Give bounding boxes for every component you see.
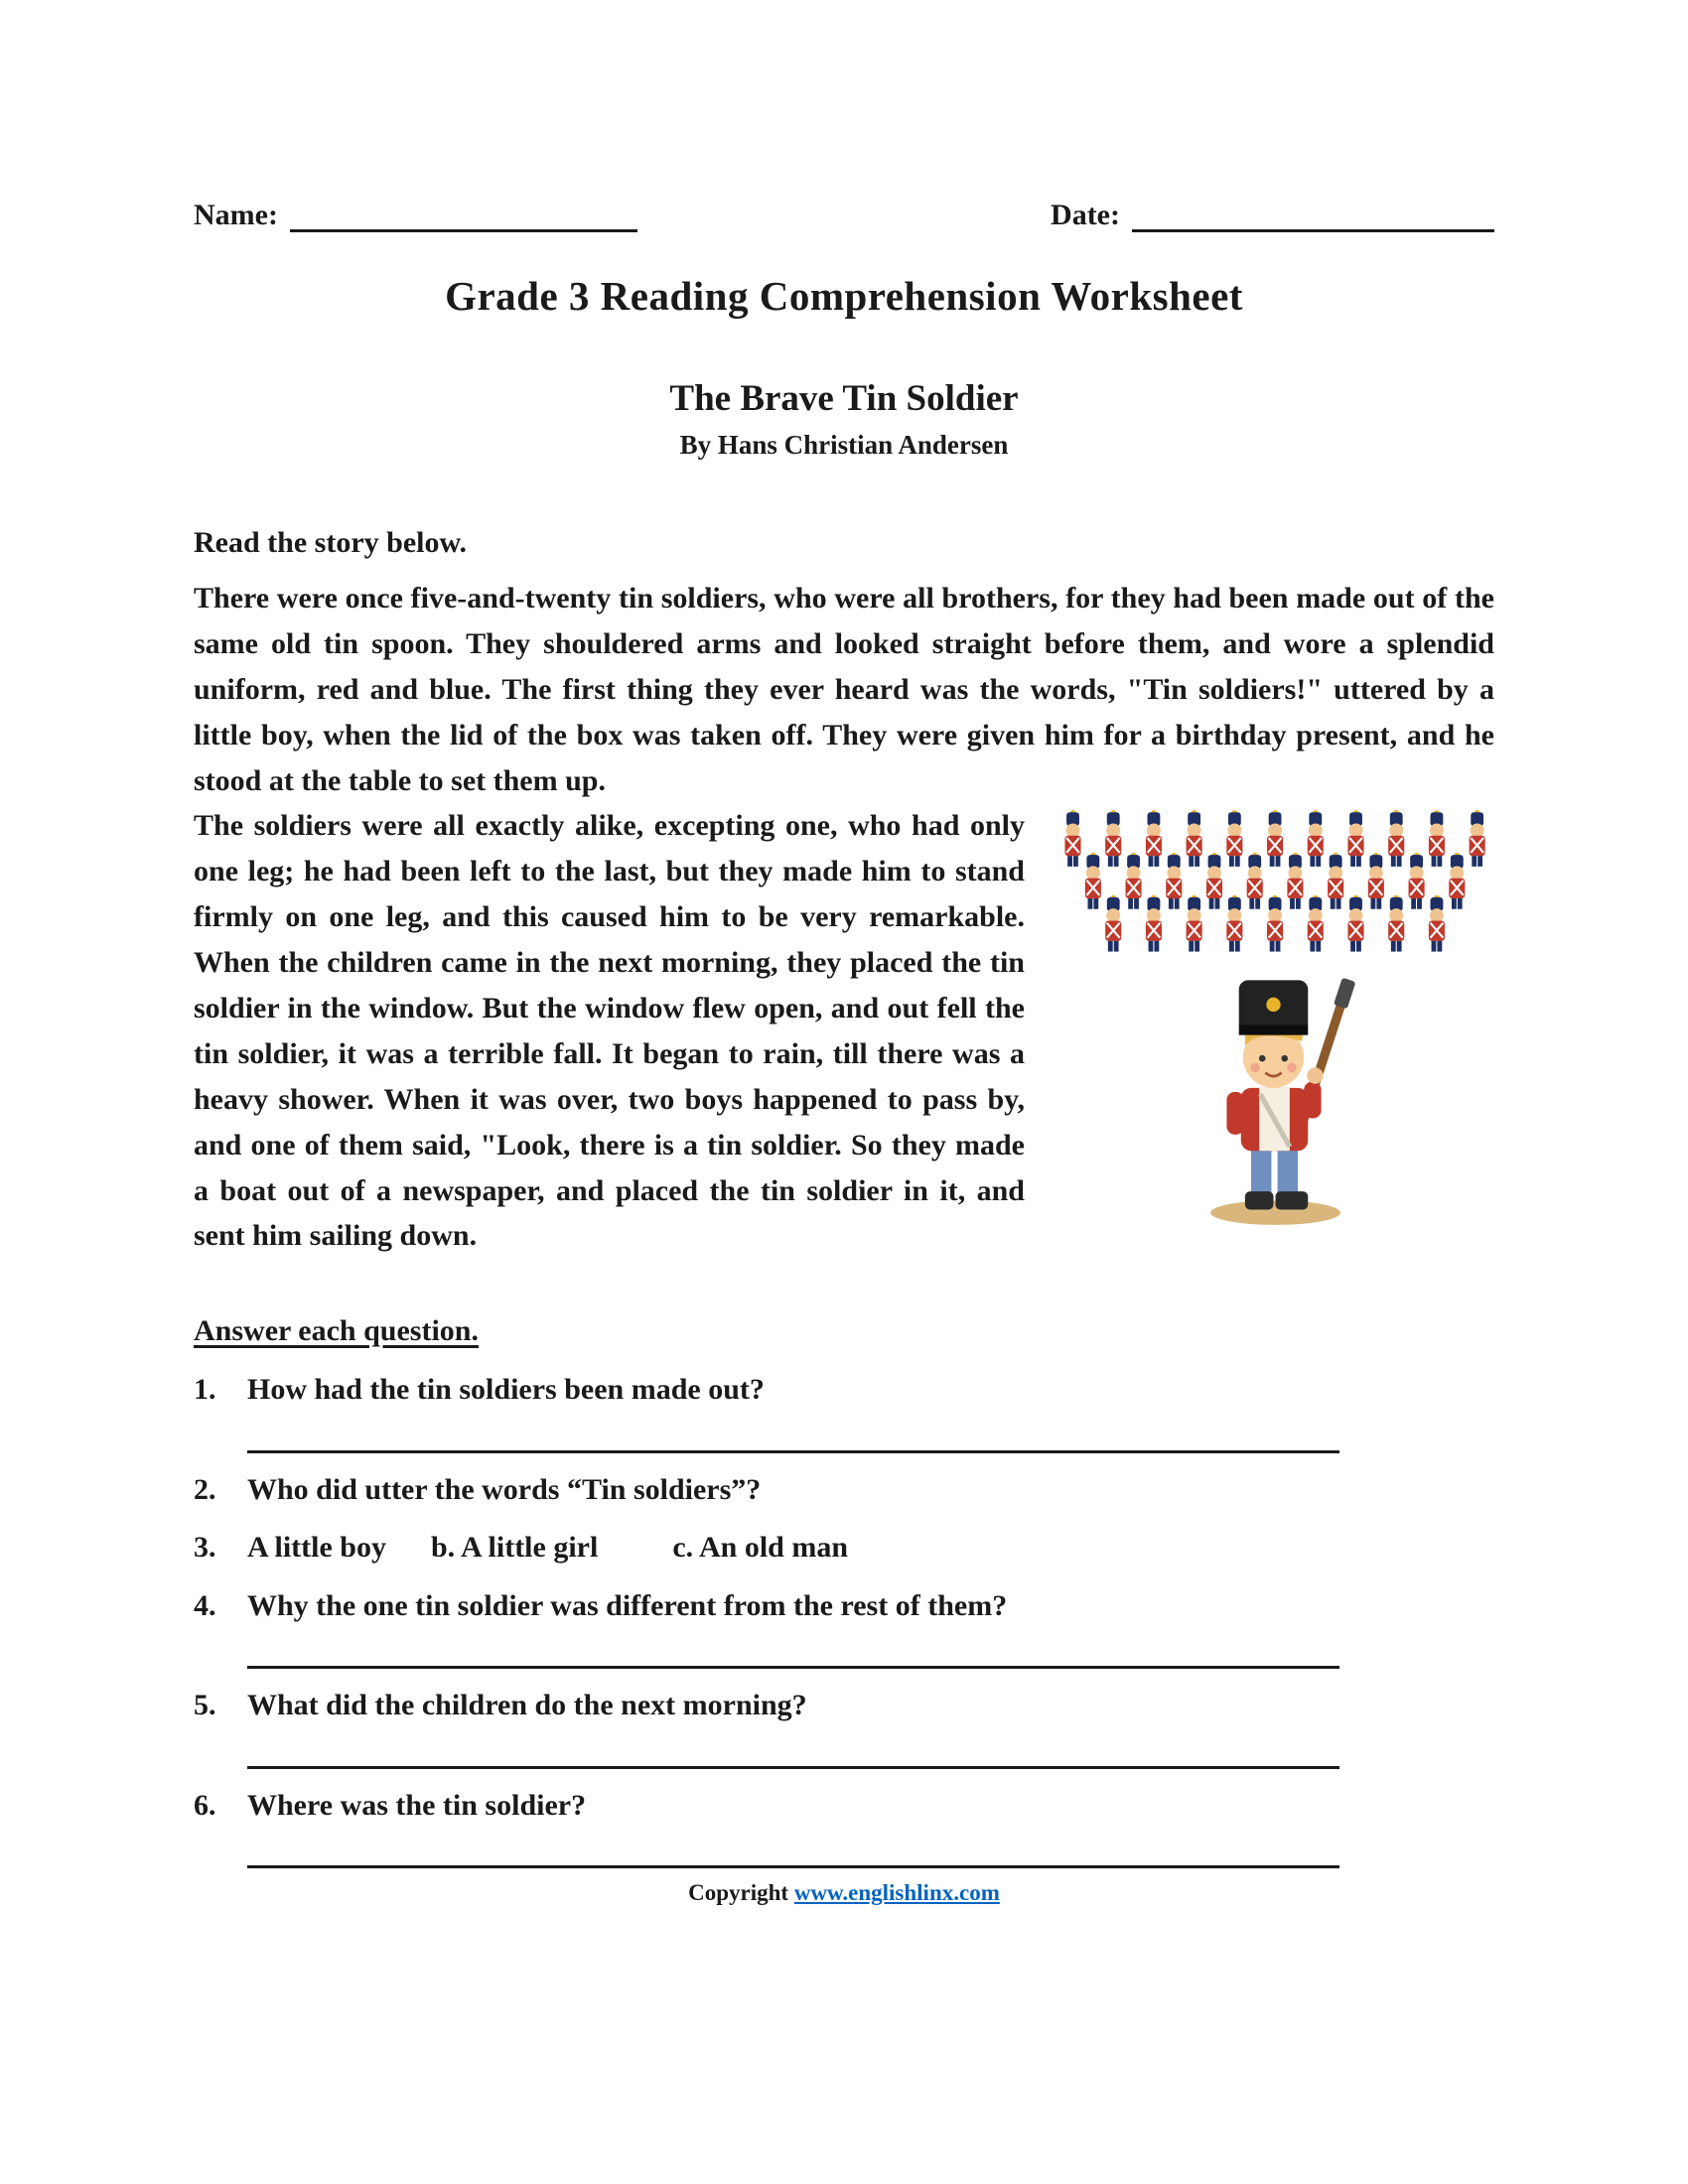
question-number: 5. — [194, 1689, 216, 1722]
tin-soldier-crowd-icon — [1055, 809, 1492, 958]
question-row-2 — [194, 1468, 1494, 1512]
copyright-text: Copyright — [688, 1880, 794, 1906]
name-date-row — [194, 199, 1494, 232]
date-label: Date: — [1051, 199, 1120, 231]
date-field — [1051, 199, 1494, 232]
question-text: How had the tin soldiers been made out? — [247, 1373, 765, 1407]
question-text: What did the children do the next morning? — [247, 1689, 807, 1722]
copyright-link[interactable]: www.englishlinx.com — [793, 1880, 1000, 1906]
answer-line[interactable] — [247, 1827, 1339, 1868]
question-row-5 — [194, 1684, 1494, 1727]
tin-soldier-icon — [1162, 964, 1385, 1228]
story-title: The Brave Tin Soldier — [669, 378, 1019, 419]
question-text: Why the one tin soldier was different from the rest of them? — [247, 1588, 1008, 1622]
answer-line[interactable] — [247, 1727, 1339, 1769]
question-row-1 — [194, 1368, 1494, 1412]
question-text: Where was the tin soldier? — [247, 1788, 587, 1822]
story-text-part1: There were once five-and-twenty tin soldiers, who were all brothers, for they had been made out of the same old tin spoon. They shouldered arms and looked straight before them, and wore a splendid uniform, red and blue. The first thing they ever heard was the words, "Tin soldiers!" uttered by a little boy, when the lid of the box was taken off. They were given him for a birthday present, and he stood at the table to set them up. — [194, 582, 1494, 797]
name-field — [194, 199, 637, 232]
name-blank-line[interactable] — [290, 199, 637, 232]
answer-line[interactable] — [247, 1412, 1339, 1453]
question-text: Who did utter the words “Tin soldiers”? — [247, 1472, 762, 1506]
tin-soldiers-illustration — [1053, 809, 1494, 1228]
question-number: 4. — [194, 1588, 216, 1622]
question-row-3 — [194, 1526, 1494, 1570]
question-number: 3. — [194, 1531, 216, 1565]
question-row-6 — [194, 1784, 1494, 1828]
story-author: By Hans Christian Andersen — [679, 430, 1009, 460]
question-number: 2. — [194, 1472, 216, 1506]
name-label: Name: — [194, 199, 278, 231]
question-number: 1. — [194, 1373, 216, 1407]
answer-line[interactable] — [247, 1627, 1339, 1669]
question-row-4 — [194, 1584, 1494, 1628]
question-number: 6. — [194, 1788, 216, 1822]
question-text: A little boy b. A little girl c. An old man — [247, 1531, 849, 1565]
copyright-footer — [194, 1880, 1494, 1906]
questions-list — [194, 1368, 1494, 1868]
date-blank-line[interactable] — [1132, 199, 1494, 232]
page-title: Grade 3 Reading Comprehension Worksheet — [445, 273, 1243, 319]
story-flow — [194, 803, 1494, 1259]
read-instruction: Read the story below. — [194, 526, 467, 559]
answer-instruction: Answer each question. — [194, 1314, 479, 1348]
story-text-part2: The soldiers were all exactly alike, excepting one, who had only one leg; he had been left to the last, but they made him to stand firmly on one leg, and this caused him to be very remarkable. When the children came in the next morning, they placed the tin soldier in the window. But the window flew open, and out fell the tin soldier, it was a terrible fall. It began to rain, till there was a heavy shower. When it was over, two boys happened to pass by, and one of them said, "Look, there is a tin soldier. So they made a boat out of a newspaper, and placed the tin soldier in it, and sent him sailing down. — [194, 809, 1025, 1253]
answer-section — [194, 1314, 1494, 1868]
